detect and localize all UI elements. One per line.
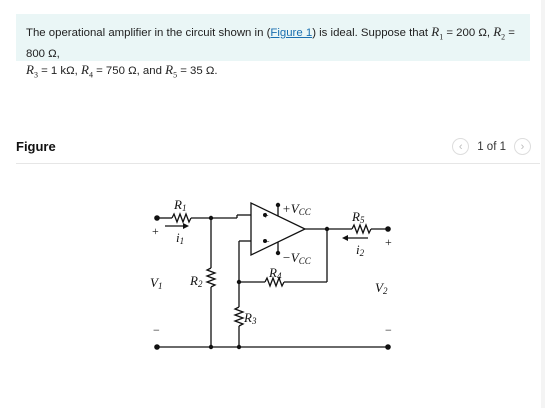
v1-minus-sign: − xyxy=(153,323,160,337)
r1-label: R1 xyxy=(174,197,187,213)
v2-plus-sign: + xyxy=(385,235,392,249)
r1-value: = 200 Ω, xyxy=(443,27,494,39)
chevron-right-icon[interactable]: › xyxy=(514,138,531,155)
problem-after-link: ) is ideal. Suppose that xyxy=(312,27,432,39)
r5-symbol: $R_5$ xyxy=(165,61,178,80)
opamp-plus-sign: + xyxy=(263,211,269,222)
figure-title: Figure xyxy=(16,139,56,154)
r3-symbol: $R_3$ xyxy=(26,61,38,80)
r3-label: R3 xyxy=(244,310,257,326)
vcc-neg-label: −VCC xyxy=(282,250,311,266)
r4-label: R4 xyxy=(269,265,282,281)
r2-value: = 800 Ω, xyxy=(26,27,515,60)
v2-minus-sign: − xyxy=(385,323,392,337)
opamp-minus-sign: − xyxy=(264,237,270,248)
r3-value: = 1 kΩ, xyxy=(37,64,81,77)
r4-symbol: $R_4$ xyxy=(80,61,93,80)
pager-text: 1 of 1 xyxy=(477,140,506,153)
i1-label: i1 xyxy=(176,230,185,246)
figure-link[interactable]: Figure 1 xyxy=(270,27,313,39)
v2-label: V2 xyxy=(375,280,388,296)
problem-intro: The operational amplifier in the circuit shown in ( xyxy=(26,27,271,39)
r4-value: = 750 Ω, and xyxy=(92,64,166,77)
vcc-pos-label: +VCC xyxy=(282,201,311,217)
v1-label: V1 xyxy=(150,275,163,291)
r1-symbol: $R_1$ xyxy=(431,24,444,42)
r5-label: R5 xyxy=(352,209,365,225)
r2-label: R2 xyxy=(190,273,203,289)
i2-label: i2 xyxy=(356,242,365,258)
r2-symbol: $R_2$ xyxy=(493,24,506,42)
r5-value: = 35 Ω. xyxy=(177,64,218,77)
v1-plus-sign: + xyxy=(152,224,159,238)
chevron-left-icon[interactable]: ‹ xyxy=(452,138,469,155)
